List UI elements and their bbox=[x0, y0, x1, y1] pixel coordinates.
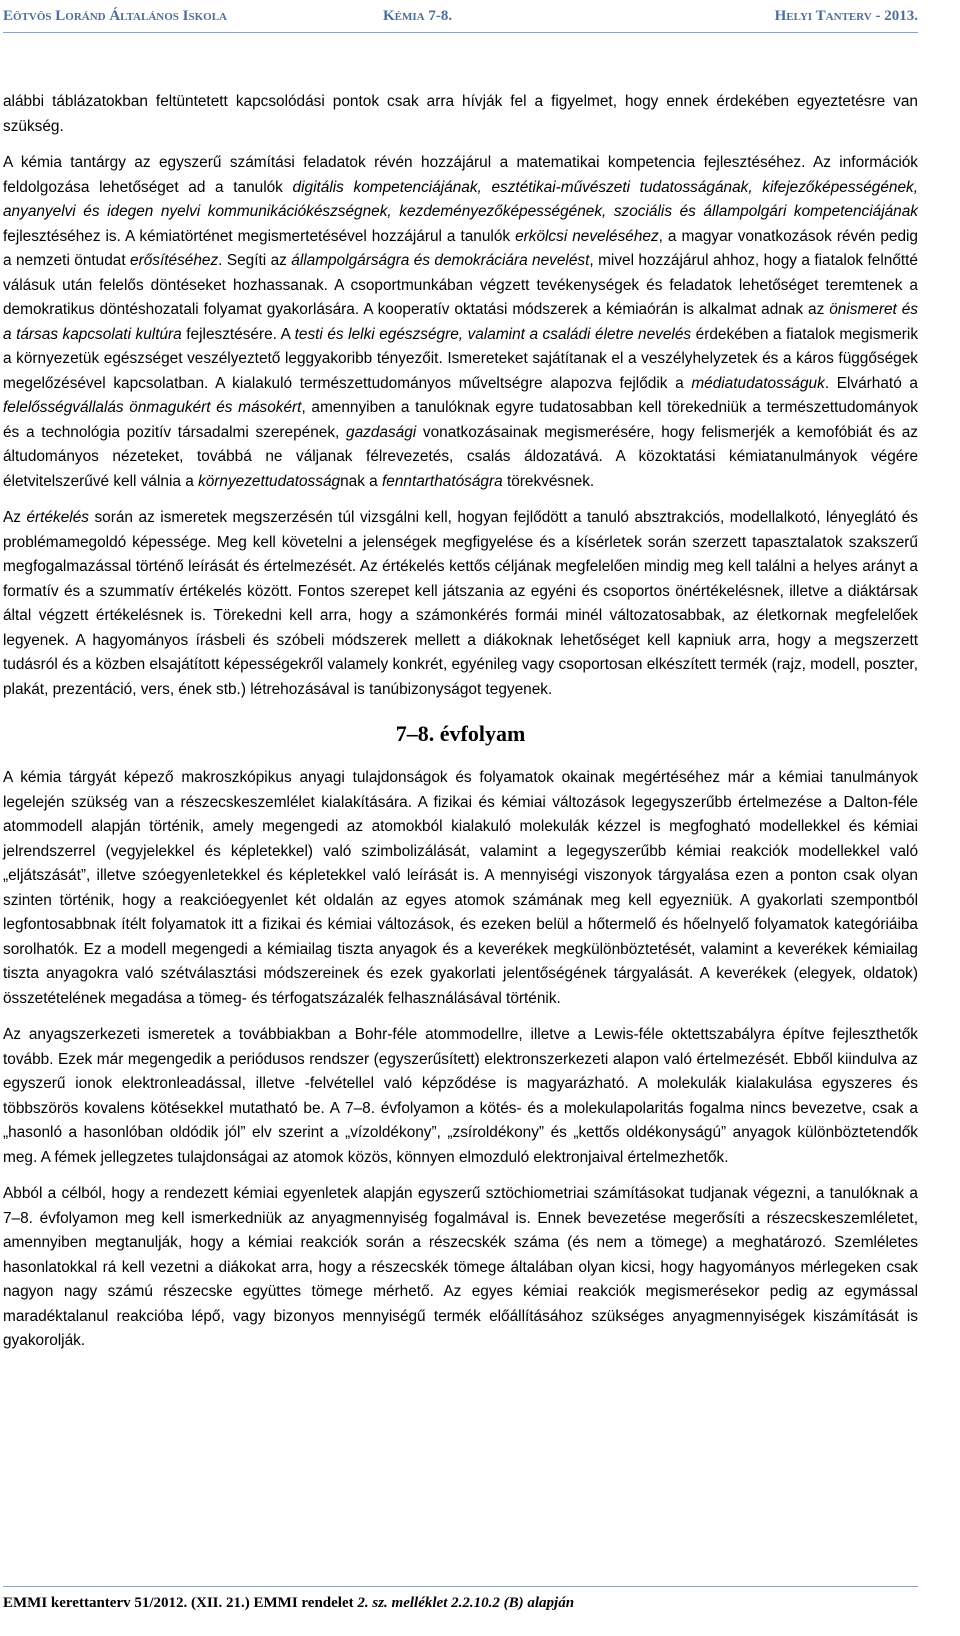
header-school-name: Eötvös Loránd Általános Iskola bbox=[3, 8, 227, 24]
header-curriculum: Helyi Tanterv - 2013. bbox=[774, 8, 918, 24]
paragraph-competencies: A kémia tantárgy az egyszerű számítási feladatok révén hozzájárul a matematikai kompetencia fejlesztéséhez. Az információk feldolgozása lehetőséget ad a tanulók digitális kompetenciájának, esztétikai-művészeti tudatosságának, kifejezőképességének, anyanyelvi és idegen nyelvi kommunikációkészségnek, kezdeményezőképességének, szociális és állampolgári kompetenciájának fejlesztéséhez is. A kémiatörténet megismertetésével hozzájárul a tanulók erkölcsi neveléséhez, a magyar vonatkozások révén pedig a nemzeti öntudat erősítéséhez. Segíti az állampolgárságra és demokráciára nevelést, mivel hozzájárul ahhoz, hogy a fiatalok felnőtté válásuk után felelős döntéseket hozhassanak. A csoportmunkában végzett tevékenységek és feladatok lehetőséget teremtenek a demokratikus döntéshozatali folyamat gyakorlására. A kooperatív oktatási módszerek a kémiaórán is alkalmat adnak az önismeret és a társas kapcsolati kultúra fejlesztésére. A testi és lelki egészségre, valamint a családi életre nevelés érdekében a fiatalok megismerik a környezetük egészséget veszélyeztető leggyakoribb tényezőit. Ismereteket sajátítanak el a veszélyhelyzetek és a káros függőségek megelőzésével kapcsolatban. A kialakuló természettudományos műveltségre alapozva fejlődik a médiatudatosságuk. Elvárható a felelősségvállalás önmagukért és másokért, amennyiben a tanulóknak egyre tudatosabban kell törekedniük a természettudományok és a technológia pozitív társadalmi szerepének, gazdasági vonatkozásainak megismerésére, hogy felismerjék a kemofóbiát és az áltudományos nézeteket, továbbá ne váljanak félrevezetés, csalás áldozatává. A közoktatási kémiatanulmányok végére életvitelszerűvé kell válnia a környezettudatosságnak a fenntarthatóságra törekvésnek. bbox=[3, 154, 919, 490]
document-body bbox=[3, 90, 918, 1354]
paragraph-intro-continuation: alábbi táblázatokban feltüntetett kapcsolódási pontok csak arra hívják fel a figyelmet, hogy ennek érdekében egyeztetésre van szükség. bbox=[3, 93, 918, 135]
footer-source: EMMI kerettanterv 51/2012. (XII. 21.) EMMI rendelet bbox=[3, 1595, 358, 1611]
page-header bbox=[3, 6, 918, 33]
page-footer bbox=[3, 1586, 918, 1612]
paragraph-atomic-structure: Az anyagszerkezeti ismeretek a továbbiakban a Bohr-féle atommodellre, illetve a Lewis-féle oktettszabályra építve fejleszthetők tovább. Ezek már megengedik a periódusos rendszer (egyszerűsített) elektronszerkezeti alapon való értelmezését. Ebből kiindulva az egyszerű ionok elektronleadással, illetve -felvétellel való képződése is magyarázható. A molekulák kialakulása egyszeres és többszörös kovalens kötésekkel mutatható be. A 7–8. évfolyamon a kötés- és a molekulapolaritás fogalma nincs bevezetve, csak a „hasonló a hasonlóban oldódik jól” elv szerint a „vízoldékony”, „zsíroldékony” és „kettős oldékonyságú” anyagok különböztetendők meg. A fémek jellegzetes tulajdonságai az atomok közös, könnyen elmozduló elektronjaival értelmezhetők. bbox=[3, 1026, 918, 1166]
section-heading: 7–8. évfolyam bbox=[395, 721, 526, 746]
paragraph-stoichiometry: Abból a célból, hogy a rendezett kémiai egyenletek alapján egyszerű sztöchiometriai számításokat tudjanak végezni, a tanulóknak a 7–8. évfolyamon meg kell ismerkedniük az anyagmennyiség fogalmával is. Ennek bevezetése megerősíti a részecskeszemléletet, amennyiben megtanulják, hogy a kémiai reakciók során a részecskék száma (és nem a tömege) a meghatározó. Szemléletes hasonlatokkal rá kell vezetni a diákokat arra, hogy a részecskék tömege általában olyan kicsi, hogy hagyományos mérlegeken csak nagyon nagy számú részecske együttes tömege mérhető. Az egyes kémiai reakciók megismerésekor pedig az egymással maradéktalanul reakcióba lépő, vagy bizonyos mennyiségű termék előállításához szükséges anyagmennyiségek kiszámítását is gyakorolják. bbox=[3, 1185, 918, 1349]
footer-annex: 2. sz. melléklet 2.2.10.2 (B) alapján bbox=[357, 1595, 575, 1611]
paragraph-particle-view: A kémia tárgyát képező makroszkópikus anyagi tulajdonságok és folyamatok okainak megértéséhez már a kémiai tanulmányok legelején szükség van a részecskeszemlélet kialakítására. A fizikai és kémiai változások legegyszerűbb értelmezése a Dalton-féle atommodell alapján történik, amely megengedi az atomokból kialakuló molekulák kézzel is megfogható modellekkel és kémiai jelrendszerrel (vegyjelekkel és képletekkel) való szimbolizálását, valamint a legegyszerűbb kémiai reakciók modellekkel való „eljátszását”, illetve szóegyenletekkel és képletekkel való leírását is. A mennyiségi viszonyok tárgyalása ezen a ponton csak olyan szinten történik, hogy a reakcióegyenlet két oldalán az egyes atomok számának meg kell egyezniük. A gyakorlati szempontból legfontosabbnak ítélt folyamatok itt a fizikai és kémiai változások, és ezeken belül a hőtermelő és hőelnyelő folyamatok kategóriáiba sorolhatók. Ez a modell megengedi a kémiailag tiszta anyagok és a keverékek megkülönböztetését, valamint a keverékek kémiailag tiszta anyagokra való szétválasztási módszereinek és ezek gyakorlati jelentőségének tárgyalását. A keverékek (elegyek, oldatok) összetételének megadása a tömeg- és térfogatszázalék felhasználásával történik. bbox=[3, 769, 918, 1007]
header-subject: Kémia 7-8. bbox=[383, 8, 453, 24]
paragraph-assessment: Az értékelés során az ismeretek megszerzésén túl vizsgálni kell, hogyan fejlődött a tanuló absztrakciós, modellalkotó, lényeglátó és problémamegoldó képessége. Meg kell követelni a jelenségek megfigyelése és a kísérletek során szerzett tapasztalatok szakszerű megfogalmazással történő leírását és értelmezését. Az értékelés kettős céljának megfelelően mindig meg kell találni a helyes arányt a formatív és a szummatív értékelés között. Fontos szerepet kell játszania az egyéni és csoportos önértékelésnek, illetve a diáktársak által végzett értékelésnek is. Törekedni kell arra, hogy a számonkérés formái minél változatosabbak, az életkornak megfelelőek legyenek. A hagyományos írásbeli és szóbeli módszerek mellett a diákoknak lehetőséget kell kapniuk arra, hogy a megszerzett tudásról és a közben elsajátított képességekről valamely konkrét, egyénileg vagy csoportosan elkészített termék (rajz, modell, poszter, plakát, prezentáció, vers, ének stb.) létrehozásával is tanúbizonyságot tegyenek. bbox=[3, 509, 918, 698]
